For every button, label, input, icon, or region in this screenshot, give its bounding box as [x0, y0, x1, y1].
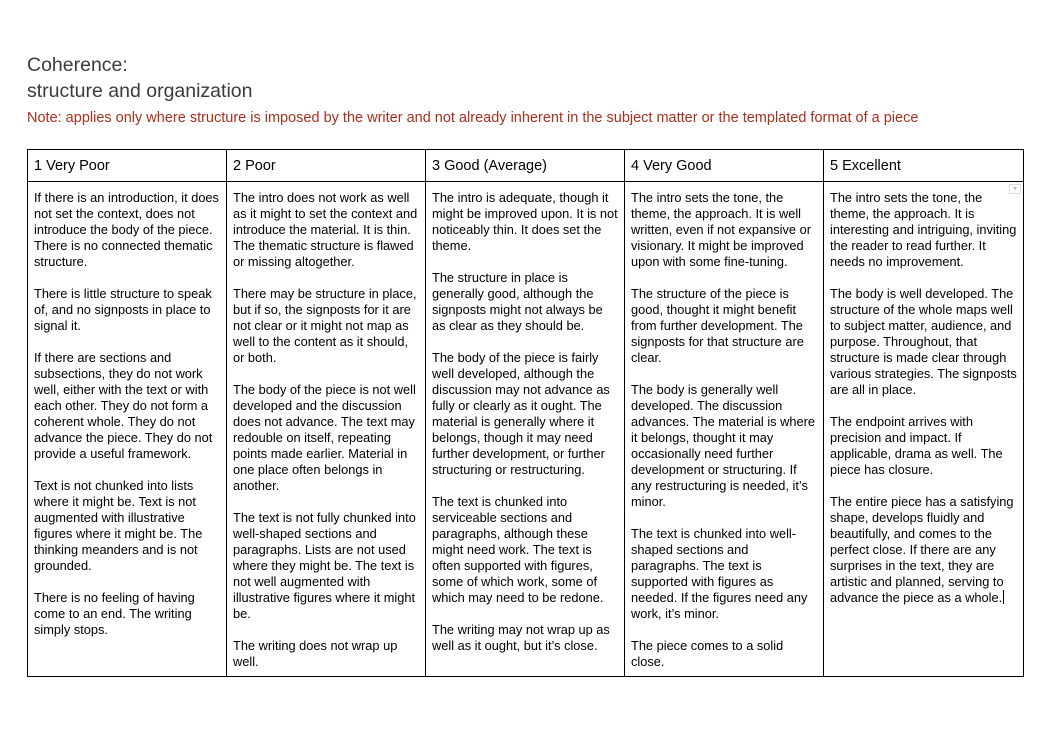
text-cursor	[1003, 590, 1004, 604]
rubric-paragraph: If there are sections and subsections, they do not work well, either with the text or with each other. They do not form a coherent whole. They do not advance the piece. They do not provide a useful framework.	[34, 350, 213, 461]
rubric-paragraph: The text is chunked into well-shaped sections and paragraphs. The text is supported with figures as needed. If the figures need any work, it’s minor.	[631, 526, 808, 621]
rubric-paragraph: The piece comes to a solid close.	[631, 638, 784, 669]
rubric-header-cell[interactable]: 3 Good (Average)	[426, 150, 625, 182]
rubric-paragraph: The body of the piece is not well developed and the discussion does not advance. The text may redouble on itself, repeating points made earlier. Material in one place often belongs in another.	[233, 382, 416, 493]
rubric-paragraph: There is little structure to speak of, and no signposts in place to signal it.	[34, 286, 212, 333]
cell-menu-chevron-icon[interactable]: ▾	[1009, 184, 1021, 194]
page-title: Coherence:	[27, 54, 128, 76]
rubric-body-row	[28, 182, 1024, 677]
rubric-paragraph-text: The entire piece has a satisfying shape, develops fluidly and beautifully, and comes to the perfect close. If there are any surprises in the text, they are artistic and planned, serving to advance the piece as a whole.	[830, 494, 1014, 605]
rubric-paragraph: The body of the piece is fairly well developed, although the discussion may not advance as fully or clearly as it ought. The material is generally where it belongs, though it may need further development, or further structuring or restructuring.	[432, 350, 610, 477]
rubric-paragraph: If there is an introduction, it does not set the context, does not introduce the body of the piece. There is no connected thematic structure.	[34, 190, 219, 269]
rubric-header-row	[28, 150, 1024, 182]
title-block	[27, 52, 252, 104]
rubric-header-cell[interactable]: 1 Very Poor	[28, 150, 227, 182]
rubric-cell-very-poor[interactable]	[28, 182, 227, 677]
scope-note: Note: applies only where structure is imposed by the writer and not already inherent in the subject matter or the templated format of a piece	[27, 110, 919, 126]
rubric-paragraph: The intro sets the tone, the theme, the approach. It is well written, even if not expansive or visionary. It might be improved upon with some fine-tuning.	[631, 190, 811, 269]
rubric-header-cell[interactable]: 5 Excellent	[824, 150, 1024, 182]
rubric-paragraph: The structure of the piece is good, thought it might benefit from further development. The signposts for that structure are clear.	[631, 286, 804, 365]
rubric-header-cell[interactable]: 4 Very Good	[625, 150, 824, 182]
rubric-paragraph: Text is not chunked into lists where it might be. Text is not augmented with illustrative figures where it might be. The thinking meanders and is not grounded.	[34, 478, 203, 573]
rubric-paragraph: There is no feeling of having come to an end. The writing simply stops.	[34, 590, 195, 637]
rubric-paragraph: The intro is adequate, though it might be improved upon. It is not noticeably thin. It does set the theme.	[432, 190, 618, 253]
rubric-cell-very-good[interactable]	[625, 182, 824, 677]
page-subtitle: structure and organization	[27, 80, 253, 102]
rubric-paragraph: There may be structure in place, but if so, the signposts for it are not clear or it might not map as well to the content as it should, or both.	[233, 286, 417, 365]
rubric-paragraph: The structure in place is generally good, although the signposts might not always be as clear as they should be.	[432, 270, 603, 333]
rubric-paragraph: The writing does not wrap up well.	[233, 638, 398, 669]
rubric-paragraph: The text is not fully chunked into well-shaped sections and paragraphs. Lists are not used where they might be. The text is not well augmented with illustrative figures where it might be.	[233, 510, 416, 621]
rubric-cell-poor[interactable]	[227, 182, 426, 677]
rubric-cell-good[interactable]	[426, 182, 625, 677]
rubric-paragraph: The intro sets the tone, the theme, the approach. It is interesting and intriguing, inviting the reader to read further. It needs no improvement.	[830, 190, 1017, 269]
rubric-paragraph: The body is well developed. The structure of the whole maps well to subject matter, audience, and purpose. Throughout, that structure is made clear through various strategies. The signposts are all in place.	[830, 286, 1017, 397]
rubric-paragraph: The endpoint arrives with precision and impact. If applicable, drama as well. The piece has closure.	[830, 414, 1003, 477]
rubric-paragraph: The body is generally well developed. The discussion advances. The material is where it belongs, thought it may occasionally need further development or structuring. If any restructuring is needed, it’s minor.	[631, 382, 815, 509]
rubric-header-cell[interactable]: 2 Poor	[227, 150, 426, 182]
rubric-paragraph: The intro does not work as well as it might to set the context and introduce the material. It is thin. The thematic structure is flawed or missing altogether.	[233, 190, 418, 269]
rubric-cell-excellent[interactable]	[824, 182, 1024, 677]
rubric-paragraph: The writing may not wrap up as well as it ought, but it’s close.	[432, 622, 610, 653]
rubric-table	[27, 149, 1024, 677]
rubric-paragraph: The text is chunked into serviceable sections and paragraphs, although these might need work. The text is often supported with figures, some of which work, some of which may need to be redone.	[432, 494, 604, 605]
rubric-paragraph	[830, 494, 1017, 606]
